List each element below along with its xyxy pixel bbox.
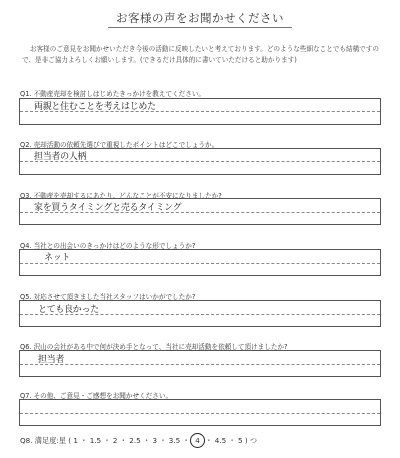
intro-paragraph: お客様のご意見をお聞かせいただき今後の活動に反映したいと考えております。どのような些細なことでも結構ですので、是非ご協力よろしくお願いします。(できるだけ具体的に書いていただけると助かります) [22,45,379,64]
rating-suffix: ) つ [244,436,258,445]
rating-option-3[interactable]: 3 [152,436,158,445]
rating-separator: ・ [77,436,90,445]
answer-5-box [19,300,381,327]
answer-3-text: 家を買うタイミングと売るタイミング [34,203,182,213]
answer-3-box [19,198,381,225]
title-underline [108,27,292,28]
rating-option-4[interactable]: 4 [190,433,205,448]
rating-separator: ・ [180,436,192,445]
rating-separator: ・ [117,436,130,445]
rating-separator: ・ [140,436,153,445]
answer-2-box [19,148,381,175]
question-5-label: Q5. 対応させて頂きました当社スタッフはいかがでしたか? [20,293,196,301]
question-2-label: Q2. 売却活動の依頼先選びで重視したポイントはどこでしょうか。 [20,141,219,149]
answer-line [20,364,380,365]
answer-1-box [19,98,381,125]
answer-2-text: 担当者の人柄 [34,152,87,162]
question-6-label: Q6. 沢山の会社がある中で何が決め手となって、当社に売却活動を依頼して頂けましたか? [20,343,288,351]
answer-5-text: とても良かった [38,305,99,315]
rating-separator: ・ [157,436,169,445]
answer-line [20,413,380,414]
question-3-label: Q3. 不動産を売却するにあたり、どんなことが不安になりましたか? [20,192,222,200]
rating-option-1-5[interactable]: 1.5 [89,436,102,445]
satisfaction-rating [20,433,257,448]
answer-6-box [19,350,381,377]
rating-option-5[interactable]: 5 [237,436,243,445]
question-4-label: Q4. 当社との出会いのきっかけはどのような形でしょうか? [20,242,196,250]
rating-options [73,436,242,445]
rating-separator: ・ [203,436,215,445]
question-1-label: Q1. 不動産売却を検討しはじめたきっかけを教えてください。 [20,90,206,98]
rating-separator: ・ [226,436,238,445]
answer-4-text: ネット [44,253,71,263]
question-7-label: Q7. その他、ご意見・ご感想をお聞かせください。 [20,392,173,400]
rating-option-2-5[interactable]: 2.5 [129,436,141,445]
answer-7-box [19,399,381,426]
answer-4-box [19,249,381,276]
intro-text [22,44,384,66]
rating-option-3-5[interactable]: 3.5 [168,436,181,445]
rating-separator: ・ [101,436,113,445]
rating-option-1[interactable]: 1 [73,436,78,445]
answer-1-text: 両親と住むことを考えはじめた [34,102,156,112]
rating-label: Q8. 満足度:星 ( [20,436,72,445]
survey-title: お客様の声をお聞かせください [116,11,284,25]
rating-option-4-5[interactable]: 4.5 [214,436,227,445]
answer-6-text: 担当者 [38,355,65,365]
answer-line [20,263,380,264]
rating-option-2[interactable]: 2 [112,436,118,445]
